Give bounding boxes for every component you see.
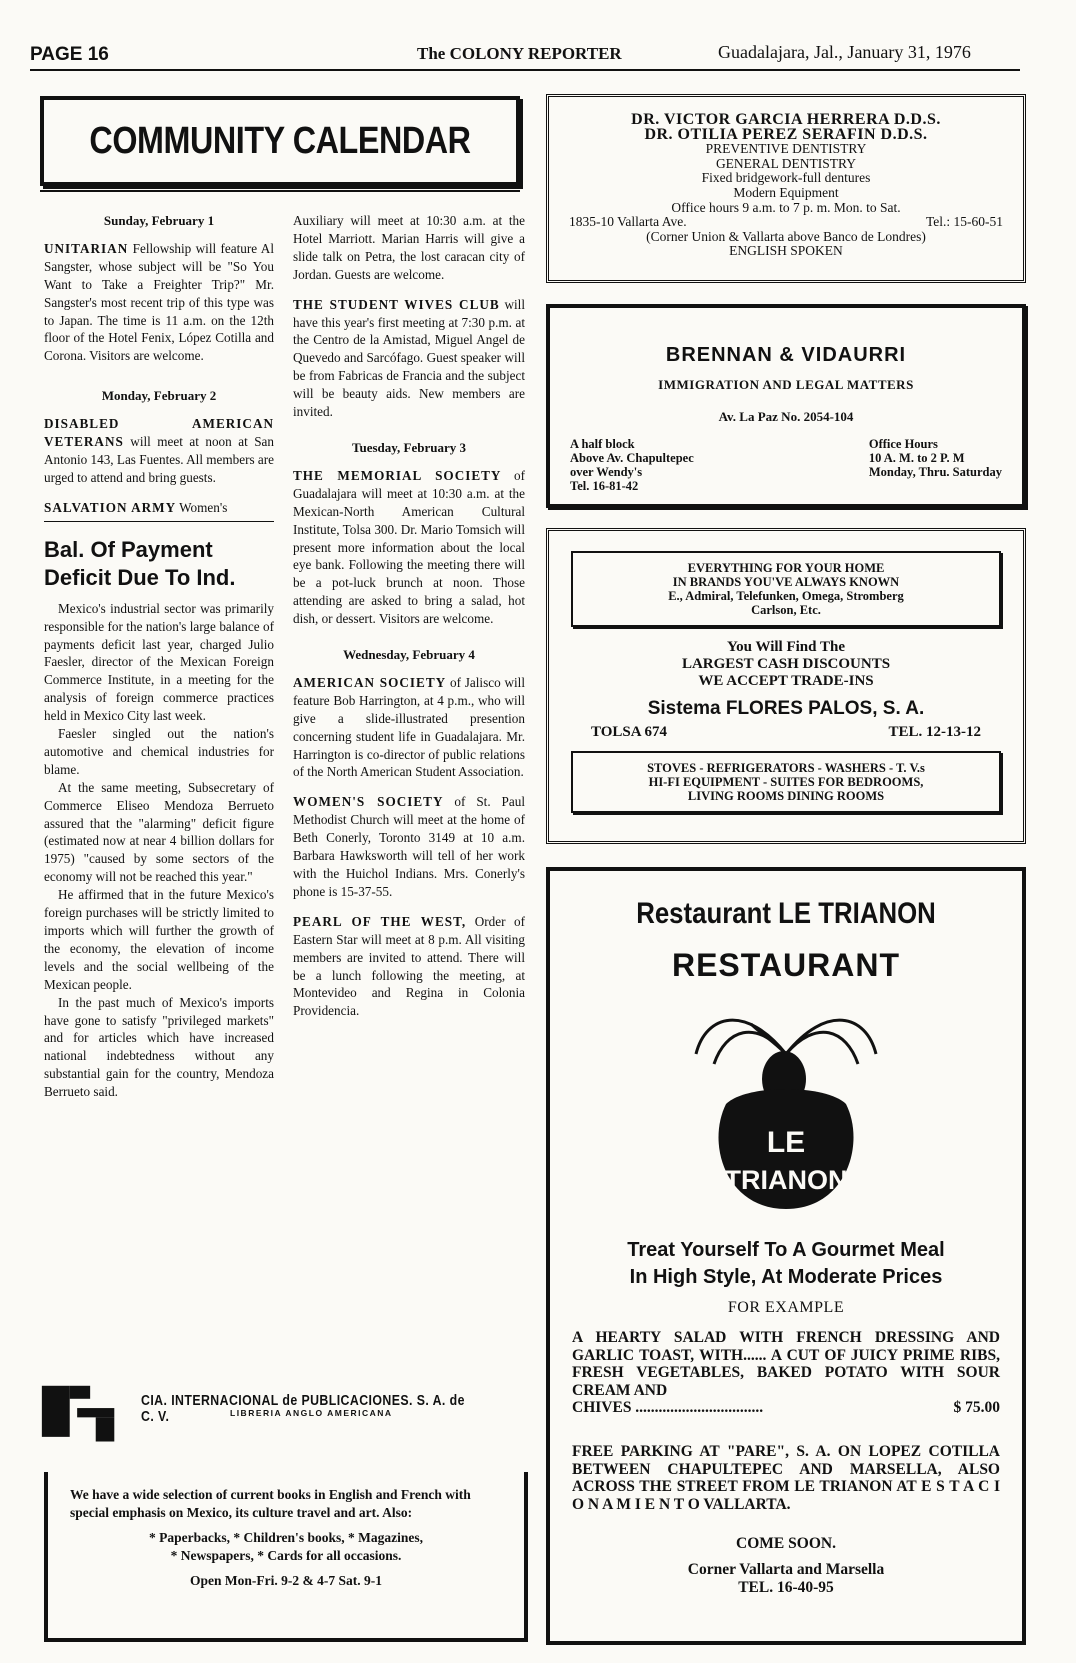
brands-box: [571, 551, 1001, 627]
logo-word: RESTAURANT: [671, 947, 901, 983]
phone: Tel. 16-81-42: [570, 479, 639, 493]
menu-description: A HEARTY SALAD WITH FRENCH DRESSING AND GARLIC TOAST, WITH...... A CUT OF JUICY PRIME RIBS, FRESH VEGETABLES, BAKED POTATO WITH SOUR CREAM AND: [572, 1329, 1000, 1399]
company-subtitle: LIBRERIA ANGLO AMERICANA: [230, 1408, 393, 1418]
ad-line: Office hours 9 a.m. to 7 p. m. Mon. to Sat.: [671, 199, 901, 215]
story-paragraph: He affirmed that in the future Mexico's foreign purchases will be strictly limited to imports which will further the growth of the economy, the elevation of income levels and the social wellbeing of the Mexican people.: [44, 887, 274, 992]
calendar-entry: [293, 674, 525, 781]
story-paragraph: Faesler singled out the nation's automotive and chemical industries for blame.: [44, 726, 274, 777]
entry-lead: PEARL OF THE WEST,: [293, 913, 467, 929]
entry-text: of Guadalajara will meet at 10:30 a.m. at the Mexican-North American Cultural Institute, Tolsa 300. Dr. Mario Tomsich will present more information about the local eye bank. Following the meeting there will be a pot-luck brunch at noon. Those attending are asked to bring a salad, hot dish, or dessert. Visitors are welcome.: [293, 467, 525, 627]
ad-line: EVERYTHING FOR YOUR HOME: [687, 561, 885, 575]
calendar-rule: [40, 190, 520, 192]
ad-line: (Corner Union & Vallarta above Banco de Londres): [646, 228, 926, 244]
dentist-name: DR. OTILIA PEREZ SERAFIN D.D.S.: [644, 125, 928, 143]
calendar-entry: [293, 467, 525, 628]
ad-line: PREVENTIVE DENTISTRY: [705, 141, 867, 157]
tagline-line: In High Style, At Moderate Prices: [629, 1266, 943, 1288]
ad-line: IN BRANDS YOU'VE ALWAYS KNOWN: [672, 575, 900, 589]
firm-details: [570, 437, 1002, 493]
restaurant-logo: [666, 947, 906, 1215]
calendar-column-2: [293, 212, 525, 1020]
calendar-title: COMMUNITY CALENDAR: [89, 120, 471, 162]
address-line: Corner Vallarta and Marsella: [687, 1561, 885, 1578]
entry-lead: SALVATION ARMY: [44, 499, 177, 515]
ad-line: Fixed bridgework-full dentures: [701, 170, 871, 186]
phone: TEL. 16-40-95: [738, 1579, 834, 1596]
story-headline: Bal. Of Payment Deficit Due To Ind.: [44, 536, 236, 590]
bookstore-list: * Paperbacks, * Children's books, * Magazines,: [149, 1530, 423, 1545]
parking-info: FREE PARKING AT "PARE", S. A. ON LOPEZ COTILLA BETWEEN CHAPULTEPEC AND MARSELLA, ALSO ACROSS THE STREET FROM LE TRIANON AT E S T A C I O N A M I E N T O VALLARTA.: [572, 1443, 1000, 1513]
entry-text: Fellowship will feature Al Sangster, whose subject will be "So You Want to Take a Freighter Trip?" Mr. Sangster's most recent trip of this type was to Japan. The time is 11 a.m. on the 12th floor of the Hotel Fenix, López Cotilla and Corona. Visitors are welcome.: [44, 240, 274, 364]
address: 1835-10 Vallarta Ave.: [569, 214, 687, 230]
logo-name: LE: [766, 1126, 806, 1159]
bookstore-hours: Open Mon-Fri. 9-2 & 4-7 Sat. 9-1: [190, 1573, 382, 1588]
ad-line: Carlson, Etc.: [751, 603, 821, 617]
firm-subtitle: IMMIGRATION AND LEGAL MATTERS: [658, 377, 914, 392]
bookstore-brand: [40, 1374, 530, 1444]
store-phone: TEL. 12-13-12: [888, 724, 981, 740]
entry-lead: DISABLED AMERICAN VETERANS: [44, 416, 274, 450]
masthead: The COLONY REPORTER: [417, 44, 622, 63]
location-block: [570, 437, 694, 493]
location-line: over Wendy's: [570, 465, 643, 479]
company-name: CIA. INTERNACIONAL de PUBLICACIONES. S. A. de C. V.: [140, 1393, 465, 1425]
hours-line: Office Hours: [868, 437, 938, 451]
page-number: PAGE 16: [30, 44, 109, 65]
entry-lead: THE STUDENT WIVES CLUB: [293, 296, 500, 312]
dateline: Guadalajara, Jal., January 31, 1976: [718, 42, 971, 62]
logo-name: TRIANON: [724, 1165, 848, 1195]
firm-address: Av. La Paz No. 2054-104: [718, 409, 854, 424]
come-soon: COME SOON.: [736, 1535, 836, 1552]
bookstore-body: We have a wide selection of current books in English and French with special emphasis on Mexico, its culture travel and art. Also:: [70, 1487, 471, 1520]
tagline: [572, 1237, 1000, 1291]
location-line: A half block: [570, 437, 635, 451]
entry-text: Women's: [176, 499, 228, 515]
hours-line: 10 A. M. to 2 P. M: [868, 451, 965, 465]
dentist-name: DR. VICTOR GARCIA HERRERA D.D.S.: [631, 111, 941, 128]
entry-lead: UNITARIAN: [44, 240, 129, 256]
entry-lead: WOMEN'S SOCIETY: [293, 794, 444, 810]
entry-text: Auxiliary will meet at 10:30 a.m. at the Hotel Marriott. Marian Harris will give a slide talk on Petra, the lost caracan city of Jordan. Guests are welcome.: [293, 213, 525, 282]
discount-block: [571, 639, 1001, 690]
location-line: Above Av. Chapultepec: [570, 451, 694, 465]
entry-text: will meet at noon at San Antonio 143, Las Fuentes. All members are urged to attend and bring guests.: [44, 434, 275, 485]
for-example: FOR EXAMPLE: [727, 1299, 845, 1316]
tagline-line: Treat Yourself To A Gourmet Meal: [627, 1239, 945, 1261]
bookstore-company: [141, 1393, 530, 1425]
store-address: TOLSA 674: [591, 724, 668, 740]
law-ad: [546, 304, 1026, 508]
hours-block: [869, 437, 1002, 493]
ad-line: STOVES - REFRIGERATORS - WASHERS - T. V.s: [647, 761, 925, 775]
price: $ 75.00: [953, 1399, 1000, 1416]
ad-line: WE ACCEPT TRADE-INS: [698, 673, 874, 689]
ad-line: ENGLISH SPOKEN: [729, 243, 843, 259]
address-row: [569, 215, 1003, 230]
phone: Tel.: 15-60-51: [925, 214, 1003, 230]
calendar-entry: [44, 415, 274, 487]
entry-text: will have this year's first meeting at 7:30 p.m. at the Centro de la Amistad, Miguel Angel de Quevedo and Sarcófago. Guest speaker will be from Fabricas de Francia and the subject will be beauty aids. New members are invited.: [293, 296, 526, 420]
restaurant-address: [572, 1561, 1000, 1597]
day-heading: Sunday, February 1: [103, 213, 215, 228]
dental-ad: [546, 94, 1026, 283]
restaurant-ad: [546, 867, 1026, 1645]
store-ad: [546, 528, 1026, 844]
calendar-entry: [44, 240, 274, 365]
bookstore-list: * Newspapers, * Cards for all occasions.: [170, 1547, 402, 1563]
calendar-entry: [293, 296, 525, 421]
ad-line: E., Admiral, Telefunken, Omega, Stromberg: [668, 589, 904, 603]
bookstore-logo-icon: [40, 1374, 133, 1444]
peacock-icon: [666, 984, 906, 1214]
entry-text: of Jalisco will feature Bob Harrington, at 4 p.m., who will give a slide-illustrated presention concerning student life in Guadalajara. Mr. Harrington is co-director of public relations of the North American Student Association.: [293, 674, 525, 780]
calendar-column-1: [44, 198, 274, 1101]
menu-last: CHIVES .................................: [572, 1399, 764, 1416]
day-heading: Tuesday, February 3: [351, 439, 466, 455]
price-row: [572, 1399, 1000, 1417]
firm-name: BRENNAN & VIDAURRI: [665, 344, 907, 366]
restaurant-title: Restaurant LE TRIANON: [636, 897, 936, 930]
bookstore-ad: [44, 1472, 528, 1642]
ad-line: GENERAL DENTISTRY: [715, 155, 857, 171]
products-box: [571, 751, 1001, 813]
story-paragraph: Mexico's industrial sector was primarily responsible for the nation's large balance of payments deficit last year, charged Julio Faesler, director of the Mexican Foreign Commerce Institute, in a meeting for the analysis of foreign commerce practices held in Mexico City last week.: [44, 600, 274, 724]
store-contact: [591, 724, 981, 741]
calendar-entry: [44, 499, 274, 522]
ad-line: Modern Equipment: [733, 184, 839, 200]
day-heading: Wednesday, February 4: [343, 647, 475, 663]
ad-line: LARGEST CASH DISCOUNTS: [681, 656, 891, 672]
header-rule: [30, 69, 1020, 71]
ad-line: You Will Find The: [727, 639, 845, 655]
day-heading: Monday, February 2: [101, 388, 217, 404]
calendar-entry: [293, 913, 525, 1020]
calendar-title-box: [40, 96, 520, 186]
hours-line: Monday, Thru. Saturday: [868, 465, 1002, 479]
entry-lead: AMERICAN SOCIETY: [293, 674, 447, 690]
story-paragraph: At the same meeting, Subsecretary of Commerce Eliseo Mendoza Berrueto assured that the "alarming" deficit figure (estimated now at near 4 billion dollars for 1975) "caused by some sectors of the economy will not be reached this year.": [44, 779, 274, 885]
story-paragraph: In the past much of Mexico's imports have gone to satisfy "privileged markets" and for articles which have increased national indebtedness without any substantial gain for the country, Mendoza Berrueto said.: [44, 994, 274, 1100]
entry-text: Order of Eastern Star will meet at 8 p.m. All visiting members are invited to attend. There will be a lunch following the meeting, at Montevideo and Regina in Colonia Providencia.: [293, 913, 525, 1019]
entry-text: of St. Paul Methodist Church will meet at the home of Beth Conerly, Toronto 3149 at 10 a.m. Barbara Hawksworth will tell of her work with the Huichol Indians. Mrs. Conerly's phone is 15-37-55.: [293, 794, 525, 899]
entry-lead: THE MEMORIAL SOCIETY: [293, 467, 502, 483]
store-name: Sistema FLORES PALOS, S. A.: [647, 698, 925, 719]
calendar-entry: [293, 793, 525, 900]
ad-line: LIVING ROOMS DINING ROOMS: [687, 789, 885, 803]
ad-line: HI-FI EQUIPMENT - SUITES FOR BEDROOMS,: [648, 775, 924, 789]
